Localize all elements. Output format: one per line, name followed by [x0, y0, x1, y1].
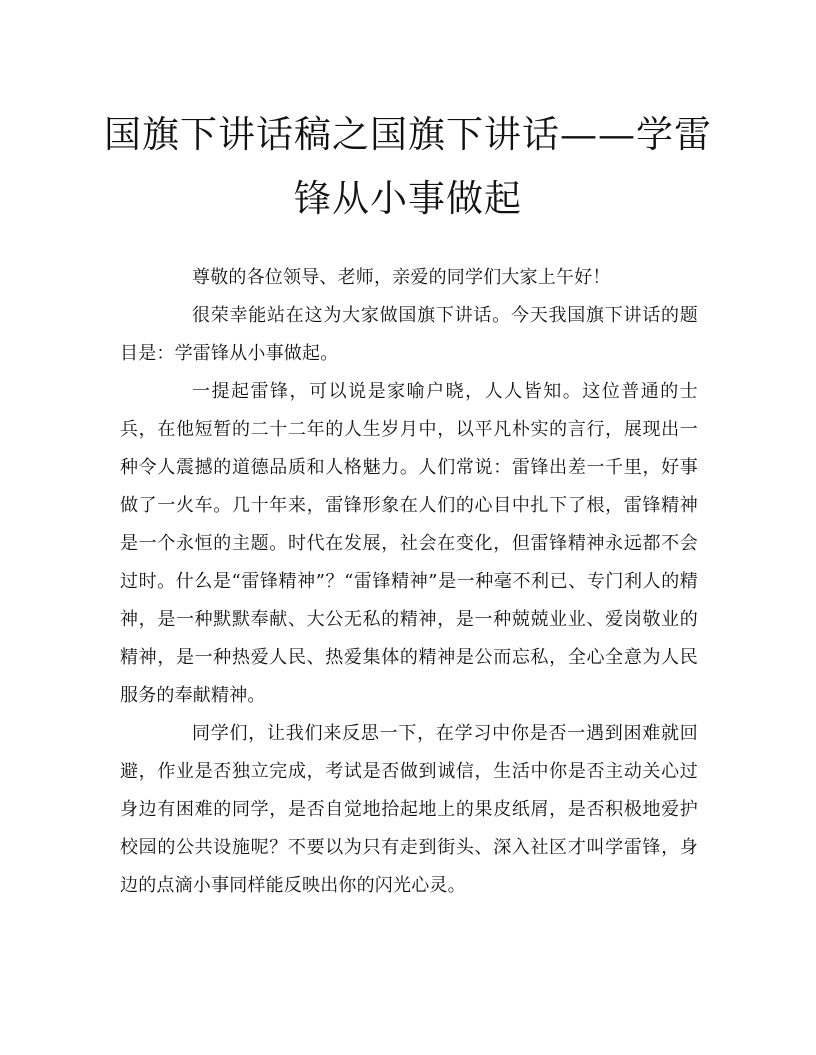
paragraph-lei-feng-spirit: 一提起雷锋，可以说是家喻户晓，人人皆知。这位普通的士兵，在他短暂的二十二年的人生岁月中，以平凡朴实的言行，展现出一种令人震撼的道德品质和人格魅力。人们常说：雷锋出差一千里，好事做了一火车。几十年来，雷锋形象在人们的心目中扎下了根，雷锋精神是一个永恒的主题。时代在发展，社会在变化，但雷锋精神永远都不会过时。什么是“雷锋精神”？“雷锋精神”是一种毫不利已、专门利人的精神，是一种默默奉献、大公无私的精神，是一种兢兢业业、爱岗敬业的精神，是一种热爱人民、热爱集体的精神是公而忘私，全心全意为人民服务的奉献精神。	[120, 381, 698, 706]
paragraph-intro: 很荣幸能站在这为大家做国旗下讲话。今天我国旗下讲话的题目是：学雷锋从小事做起。	[120, 305, 698, 364]
title-line-2: 锋从小事做起	[294, 177, 522, 220]
document-title	[100, 103, 716, 231]
paragraph-greeting: 尊敬的各位领导、老师，亲爱的同学们大家上午好！	[192, 267, 611, 288]
paragraph-reflection: 同学们，让我们来反思一下，在学习中你是否一遇到困难就回避，作业是否独立完成，考试是否做到诚信，生活中你是否主动关心过身边有困难的同学，是否自觉地拾起地上的果皮纸屑，是否积极地爱护校园的公共设施呢？不要以为只有走到街头、深入社区才叫学雷锋，身边的点滴小事同样能反映出你的闪光心灵。	[120, 723, 698, 896]
title-line-1: 国旗下讲话稿之国旗下讲话——学雷	[104, 113, 712, 156]
document-body	[120, 259, 698, 905]
